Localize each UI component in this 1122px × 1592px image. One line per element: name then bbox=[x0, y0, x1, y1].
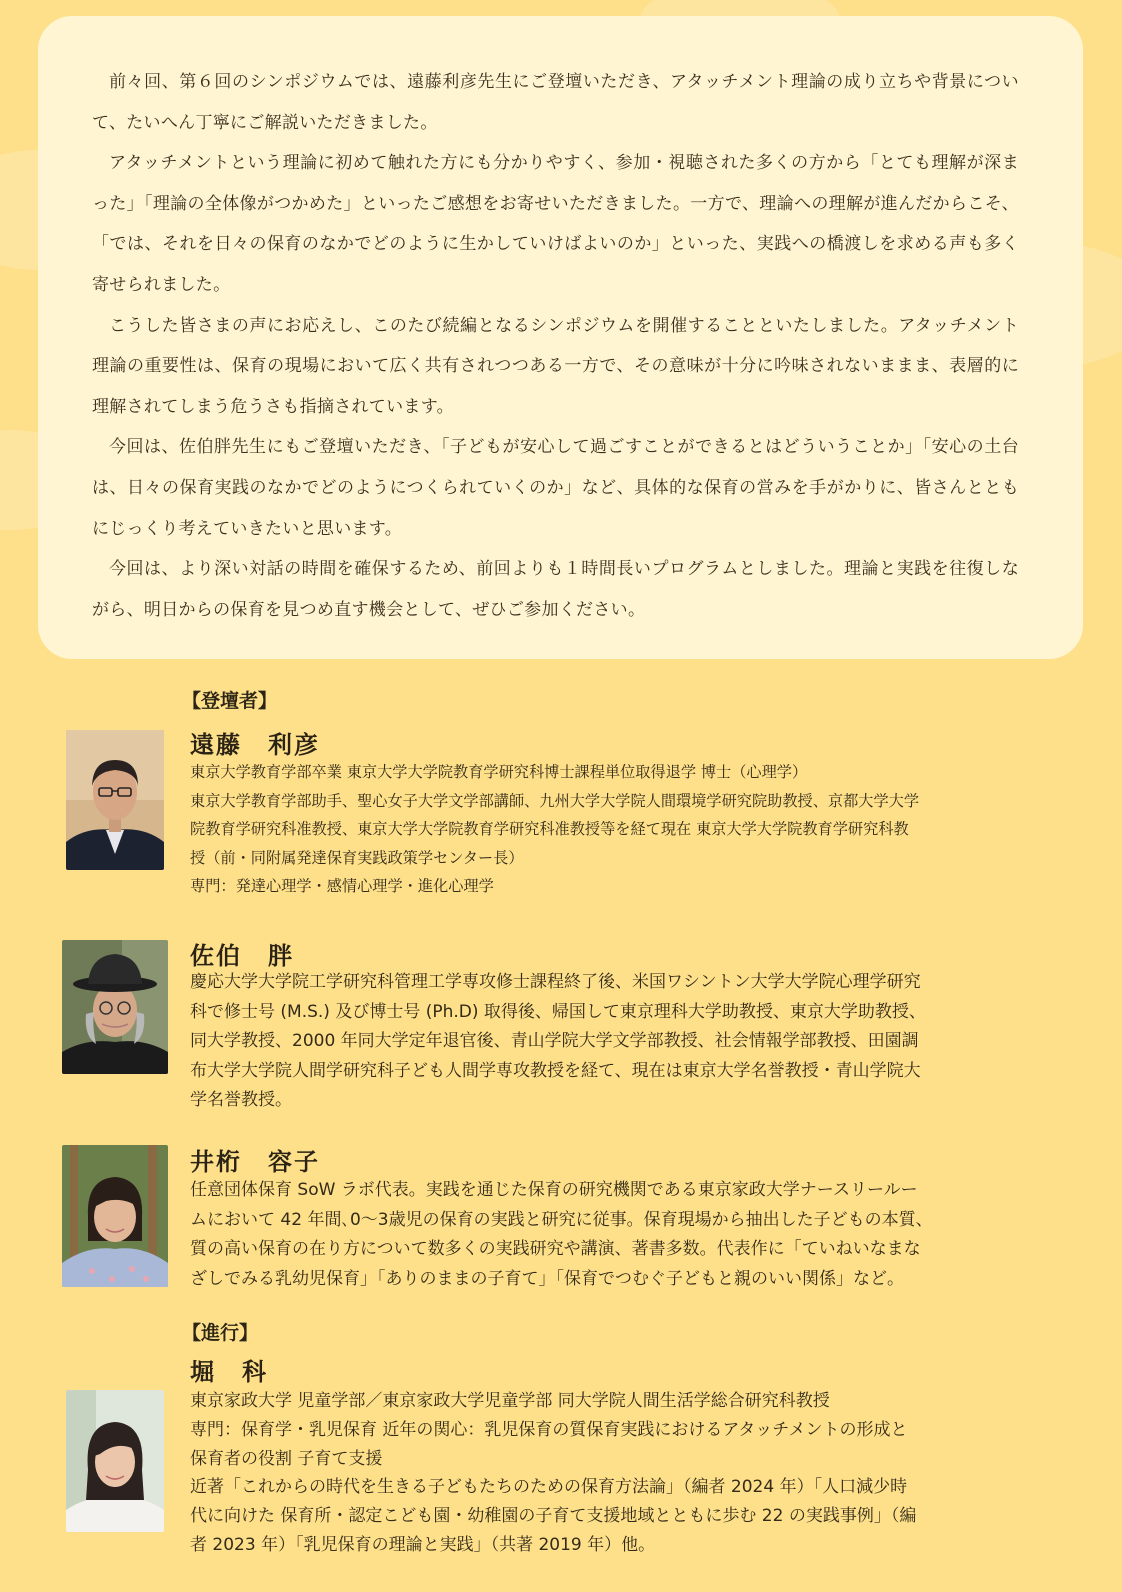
speaker-photo bbox=[62, 940, 168, 1074]
intro-paragraph: 前々回、第６回のシンポジウムでは、遠藤利彦先生にご登壇いただき、アタッチメント理論の成り立ちや背景について、たいへん丁寧にご解説いただきました。 bbox=[92, 72, 1019, 133]
bio-line: 近著「これからの時代を生きる子どもたちのための保育方法論」（編者 2024 年）「人口減少時 bbox=[190, 1477, 908, 1498]
bio-line: 科で修士号 (M.S.) 及び博士号 (Ph.D) 取得後、帰国して東京理科大学助教授、東京大学助教授、 bbox=[190, 1001, 926, 1022]
moderator-bio bbox=[190, 1387, 1025, 1560]
bio-line: 者 2023 年）「乳児保育の理論と実践」（共著 2019 年）他。 bbox=[190, 1534, 656, 1555]
bio-line: 質の高い保育の在り方について数多くの実践研究や講演、著書多数。代表作に「ていねいなまな bbox=[190, 1239, 921, 1259]
intro-paragraph: 今回は、より深い対話の時間を確保するため、前回よりも１時間長いプログラムとしました。理論と実践を往復しながら、明日からの保育を見つめ直す機会として、ぜひご参加ください。 bbox=[92, 559, 1019, 620]
speaker-bio bbox=[190, 1176, 1025, 1294]
bio-line: 東京大学教育学部助手、聖心女子大学文学部講師、九州大学大学院人間環境学研究院助教授、京都大学大学 bbox=[190, 791, 919, 810]
intro-paragraph: こうした皆さまの声にお応えし、このたび続編となるシンポジウムを開催することといたしました。アタッチメント理論の重要性は、保育の現場において広く共有されつつある一方で、その意味が十分に吟味されないままま、表層的に理解されてしまう危うさも指摘されています。 bbox=[92, 315, 1019, 417]
bio-line: ムにおいて 42 年間､0～3歳児の保育の実践と研究に従事。保育現場から抽出した子どもの本質、 bbox=[190, 1209, 933, 1230]
intro-paragraph: 今回は、佐伯胖先生にもご登壇いただき、「子どもが安心して過ごすことができるとはどういうことか」「安心の土台は、日々の保育実践のなかでどのようにつくられていくのか」など、具体的な保育の営みを手がかりに、皆さんとともにじっくり考えていきたいと思います。 bbox=[92, 437, 1019, 539]
bio-line: 東京家政大学 児童学部／東京家政大学児童学部 同大学院人間生活学総合研究科教授 bbox=[190, 1391, 830, 1411]
speaker-name: 佐伯 胖 bbox=[190, 942, 294, 970]
bio-line: 保育者の役割 子育て支援 bbox=[190, 1448, 383, 1469]
bio-line: 学名誉教授。 bbox=[190, 1090, 292, 1110]
bio-line: 専門：保育学・乳児保育 近年の関心：乳児保育の質保育実践におけるアタッチメントの形成と bbox=[190, 1419, 908, 1440]
speaker-photo bbox=[62, 1145, 168, 1287]
speaker-bio bbox=[190, 758, 1025, 901]
bio-line: 慶応大学大学院工学研究科管理工学専攻修士課程終了後、米国ワシントン大学大学院心理学研究 bbox=[190, 972, 921, 992]
bio-line: 代に向けた 保育所・認定こども園・幼稚園の子育て支援地域とともに歩む 22 の実践事例」（編 bbox=[190, 1506, 917, 1527]
bio-line: 布大学大学院人間学研究科子ども人間学専攻教授を経て、現在は東京大学名誉教授・青山学院大 bbox=[190, 1060, 921, 1081]
moderator-name: 堀 科 bbox=[190, 1358, 268, 1386]
bio-line: 任意団体保育 SoW ラボ代表。実践を通じた保育の研究機関である東京家政大学ナースリールー bbox=[190, 1180, 918, 1200]
speaker-bio bbox=[190, 968, 1025, 1116]
bio-line: 専門：発達心理学・感情心理学・進化心理学 bbox=[190, 877, 494, 896]
speaker-photo bbox=[66, 730, 164, 870]
speakers-heading: 【登壇者】 bbox=[182, 690, 278, 712]
bio-line: 同大学教授、2000 年同大学定年退官後、青山学院大学文学部教授、社会情報学部教授、田園調 bbox=[190, 1031, 919, 1051]
bio-line: 授（前・同附属発達保育実践政策学センター長） bbox=[190, 848, 524, 867]
speaker-name: 井桁 容子 bbox=[190, 1148, 320, 1176]
intro-paragraph: アタッチメントという理論に初めて触れた方にも分かりやすく、参加・視聴された多くの方から「とても理解が深まった」「理論の全体像がつかめた」といったご感想をお寄せいただきました。一方で、理論への理解が進んだからこそ、「では、それを日々の保育のなかでどのように生かしていけばよいのか」といった、実践への橋渡しを求める声も多く寄せられました。 bbox=[92, 153, 1019, 295]
speaker-name: 遠藤 利彦 bbox=[190, 731, 320, 759]
moderator-photo bbox=[66, 1390, 164, 1532]
moderator-heading: 【進行】 bbox=[182, 1322, 259, 1344]
bio-line: ざしでみる乳幼児保育」「ありのままの子育て」「保育でつむぐ子どもと親のいい関係」など。 bbox=[190, 1268, 904, 1289]
intro-card bbox=[38, 16, 1083, 659]
bio-line: 東京大学教育学部卒業 東京大学大学院教育学研究科博士課程単位取得退学 博士（心理学） bbox=[190, 763, 808, 781]
bio-line: 院教育学研究科准教授、東京大学大学院教育学研究科准教授等を経て現在 東京大学大学院教育学研究科教 bbox=[190, 820, 909, 839]
